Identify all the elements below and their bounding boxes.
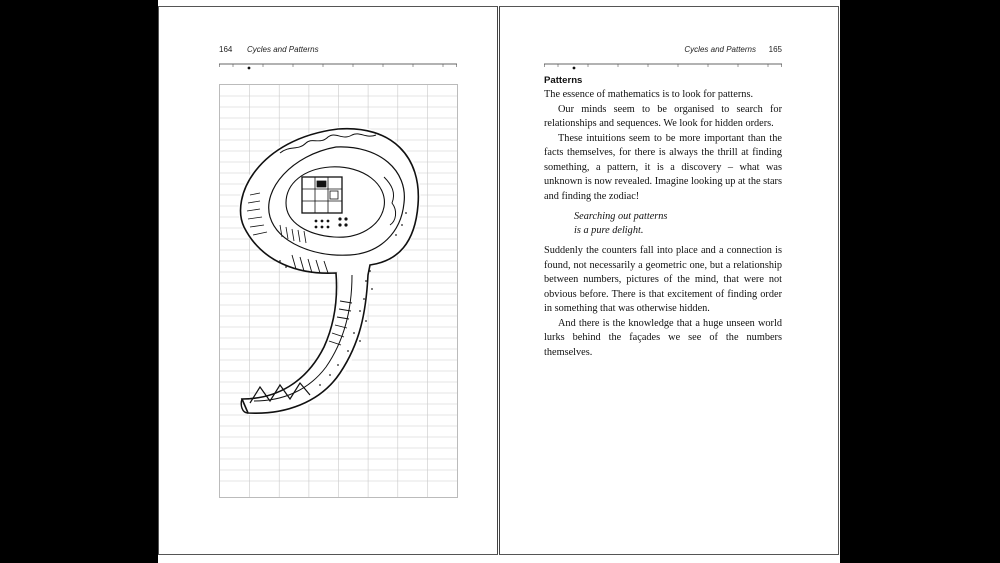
left-running-header [219, 45, 457, 59]
right-running-title: Cycles and Patterns [684, 45, 756, 54]
paragraph-5: And there is the knowledge that a huge unseen world lurks behind the façades we see of the numbers themselves. [544, 317, 782, 358]
paragraph-2: Our minds seem to be organised to search for relationships and sequences. We look for hidden orders. [544, 103, 782, 129]
book-spread [158, 0, 840, 563]
left-running-title: Cycles and Patterns [247, 45, 319, 54]
left-ruler [219, 62, 457, 70]
quote-line-2: is a pure delight. [574, 225, 644, 236]
left-page [158, 6, 498, 555]
right-ruler [544, 62, 782, 70]
right-page-number: 165 [768, 45, 782, 54]
paragraph-4: Suddenly the counters fall into place and a connection is found, not necessarily a geometric one, but a relationship between numbers, pictures of the mind, that were not obvious before. There is that excitement of finding order in something that was otherwise hidden. [544, 245, 782, 314]
paragraph-1: The essence of mathematics is to look for patterns. [544, 89, 754, 100]
left-page-number: 164 [219, 45, 233, 54]
body-text [544, 74, 782, 360]
nine-spiral-drawing-icon [220, 85, 457, 497]
grid-illustration [219, 84, 458, 498]
block-quote [574, 210, 782, 238]
quote-line-1: Searching out patterns [574, 211, 668, 222]
paragraph-3: These intuitions seem to be more important than the facts themselves, for there is always the thrill at finding something, a pattern, it is a discovery – what was unknown is now revealed. Imagine looking up at the stars and finding the zodiac! [544, 132, 782, 202]
right-page [499, 6, 839, 555]
right-running-header [544, 45, 782, 59]
section-heading: Patterns [544, 75, 583, 86]
